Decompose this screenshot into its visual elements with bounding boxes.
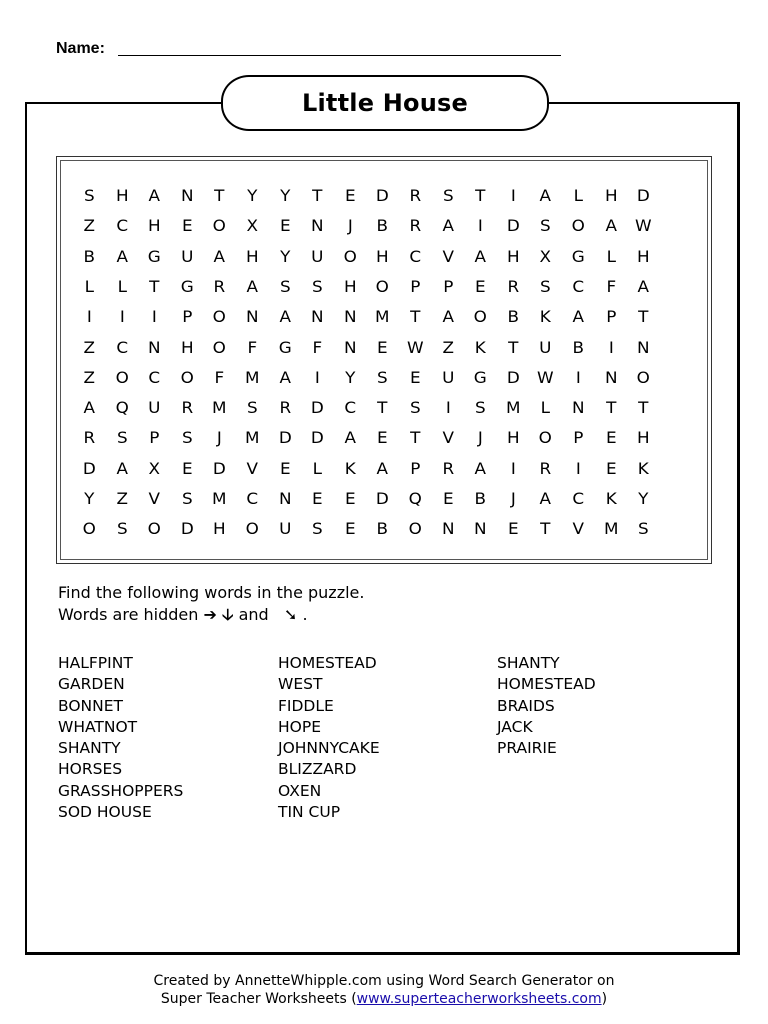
grid-letter[interactable]: S — [540, 276, 552, 296]
word-list-column-3 — [497, 653, 596, 759]
grid-letter[interactable]: N — [604, 367, 618, 387]
word-list-item: SHANTY — [497, 654, 560, 672]
grid-letter[interactable]: J — [347, 216, 353, 236]
grid-letter[interactable]: N — [343, 307, 357, 327]
word-list-item: JOHNNYCAKE — [278, 739, 380, 758]
grid-letter[interactable]: S — [409, 398, 421, 418]
grid-letter[interactable]: E — [605, 458, 617, 478]
grid-letter[interactable]: I — [152, 307, 157, 327]
grid-letter[interactable]: B — [376, 519, 389, 539]
grid-letter[interactable]: C — [246, 489, 259, 508]
grid-letter[interactable]: O — [408, 519, 422, 539]
grid-letter[interactable]: C — [409, 246, 422, 266]
grid-letter[interactable]: H — [148, 216, 161, 236]
word-list-item: HOMESTEAD — [278, 654, 377, 672]
grid-letter[interactable]: A — [637, 276, 650, 296]
grid-letter[interactable]: P — [410, 276, 421, 296]
grid-letter[interactable]: N — [246, 307, 259, 327]
grid-letter[interactable]: B — [376, 216, 389, 236]
grid-letter[interactable]: H — [245, 246, 259, 266]
grid-letter[interactable]: X — [246, 216, 259, 236]
word-list-item: OXEN — [278, 781, 322, 800]
grid-letter[interactable]: C — [572, 489, 585, 508]
grid-letter[interactable]: D — [637, 186, 650, 205]
arrow-down-icon: 🡣 — [221, 605, 234, 624]
word-list-item: HOMESTEAD — [497, 675, 596, 694]
grid-letter[interactable]: I — [575, 458, 581, 478]
grid-letter[interactable]: N — [148, 337, 161, 357]
word-list-item: PRAIRIE — [497, 739, 557, 758]
grid-letter[interactable]: M — [212, 489, 227, 508]
grid-letter[interactable]: R — [539, 458, 552, 478]
word-list-column-1 — [58, 653, 183, 823]
grid-letter[interactable]: S — [116, 519, 128, 539]
grid-letter[interactable]: S — [181, 428, 193, 448]
grid-letter[interactable]: A — [246, 276, 259, 296]
grid-letter[interactable]: T — [149, 276, 160, 296]
grid-letter[interactable]: H — [376, 246, 390, 266]
word-list-item: BLIZZARD — [278, 760, 357, 779]
grid-letter[interactable]: A — [376, 458, 389, 478]
grid-letter[interactable]: I — [510, 458, 516, 478]
grid-letter[interactable]: P — [182, 307, 193, 327]
grid-letter[interactable]: P — [442, 276, 453, 296]
grid-letter[interactable]: P — [573, 428, 584, 448]
grid-letter[interactable]: L — [606, 246, 616, 266]
grid-letter[interactable]: D — [213, 458, 227, 478]
grid-letter[interactable]: R — [442, 458, 454, 478]
grid-letter[interactable]: V — [442, 428, 454, 448]
grid-letter[interactable]: S — [475, 398, 486, 418]
grid-letter[interactable]: M — [212, 398, 227, 418]
word-list-item: HALFPINT — [58, 654, 133, 672]
grid-letter[interactable]: F — [312, 337, 323, 357]
grid-letter[interactable]: T — [605, 398, 617, 418]
grid-letter[interactable]: H — [213, 519, 227, 539]
word-list-item: WEST — [278, 675, 323, 694]
grid-letter[interactable]: E — [442, 489, 454, 508]
grid-letter[interactable]: T — [638, 398, 649, 418]
grid-letter[interactable]: A — [116, 246, 128, 266]
grid-letter[interactable]: U — [441, 367, 455, 387]
grid-letter[interactable]: V — [148, 489, 161, 508]
grid-letter[interactable]: O — [245, 519, 259, 539]
grid-letter[interactable]: R — [409, 216, 422, 236]
grid-letter[interactable]: T — [475, 186, 486, 205]
grid-letter[interactable]: D — [278, 428, 292, 448]
grid-letter[interactable]: U — [180, 246, 194, 266]
footer-link[interactable]: www.superteacherworksheets.com — [356, 991, 602, 1007]
grid-letter[interactable]: Z — [83, 337, 96, 357]
grid-letter[interactable]: O — [180, 367, 194, 387]
grid-letter[interactable]: Y — [279, 246, 291, 266]
instructions-period: . — [302, 605, 308, 624]
word-list-item: JACK — [497, 717, 533, 736]
grid-letter[interactable]: E — [344, 186, 356, 205]
grid-letter[interactable]: K — [605, 489, 617, 508]
grid-letter[interactable]: E — [605, 428, 617, 448]
grid-letter[interactable]: E — [409, 367, 421, 387]
grid-letter[interactable]: J — [510, 489, 516, 508]
grid-letter[interactable]: S — [116, 428, 128, 448]
grid-letter[interactable]: R — [181, 398, 193, 418]
grid-letter[interactable]: N — [441, 519, 455, 539]
grid-letter[interactable]: O — [213, 216, 227, 236]
grid-letter[interactable]: A — [116, 458, 128, 478]
grid-letter[interactable]: K — [540, 307, 552, 327]
grid-letter[interactable]: P — [605, 307, 616, 327]
grid-letter[interactable]: C — [572, 276, 585, 296]
grid-letter[interactable]: I — [86, 307, 92, 327]
grid-letter[interactable]: J — [478, 428, 483, 448]
grid-letter[interactable]: Q — [408, 489, 422, 508]
word-list-item: SOD HOUSE — [58, 803, 152, 822]
grid-letter[interactable]: I — [575, 367, 581, 387]
grid-letter[interactable]: A — [83, 398, 96, 418]
instructions-and: and — [238, 605, 269, 624]
grid-letter[interactable]: N — [180, 186, 194, 205]
grid-letter[interactable]: O — [115, 367, 129, 387]
footer-suffix: ) — [601, 991, 608, 1007]
word-list-column-2 — [278, 653, 380, 823]
word-list-item: WHATNOT — [58, 717, 138, 736]
grid-letter[interactable]: S — [246, 398, 258, 418]
grid-letter[interactable]: M — [245, 428, 260, 448]
word-list-item: HOPE — [278, 717, 321, 736]
grid-letter[interactable]: Z — [442, 337, 454, 357]
name-underline[interactable] — [118, 55, 561, 56]
grid-letter[interactable]: R — [507, 276, 519, 296]
footer — [0, 972, 768, 1008]
grid-letter[interactable]: Z — [116, 489, 128, 508]
grid-letter[interactable]: Y — [279, 186, 291, 205]
grid-letter[interactable]: B — [572, 337, 585, 357]
grid-letter[interactable]: S — [181, 489, 193, 508]
grid-letter[interactable]: S — [540, 216, 552, 236]
grid-letter[interactable]: N — [278, 489, 292, 508]
grid-letter[interactable]: H — [506, 246, 520, 266]
grid-letter[interactable]: S — [279, 276, 291, 296]
grid-letter[interactable]: M — [603, 519, 619, 539]
grid-letter[interactable]: F — [247, 337, 258, 357]
grid-letter[interactable]: A — [572, 307, 585, 327]
grid-letter[interactable]: I — [510, 186, 516, 205]
grid-letter[interactable]: W — [635, 216, 652, 236]
instructions-prefix: Words are hidden — [58, 605, 199, 624]
grid-letter[interactable]: H — [604, 186, 618, 205]
grid-letter[interactable]: S — [638, 519, 649, 539]
grid-letter[interactable]: E — [279, 458, 291, 478]
grid-letter[interactable]: Y — [247, 186, 258, 205]
grid-letter[interactable]: E — [312, 489, 323, 508]
grid-letter[interactable]: O — [343, 246, 357, 266]
grid-letter[interactable]: N — [474, 519, 487, 539]
grid-letter[interactable]: H — [637, 428, 650, 448]
grid-letter[interactable]: T — [312, 186, 323, 205]
grid-letter[interactable]: V — [572, 519, 585, 539]
grid-letter[interactable]: E — [181, 458, 193, 478]
grid-letter[interactable]: E — [377, 428, 388, 448]
grid-letter[interactable]: O — [147, 519, 162, 539]
grid-letter[interactable]: K — [344, 458, 356, 478]
grid-letter[interactable]: R — [279, 398, 291, 418]
grid-letter[interactable]: D — [376, 489, 390, 508]
grid-letter[interactable]: H — [343, 276, 357, 296]
grid-letter[interactable]: A — [344, 428, 356, 448]
grid-letter[interactable]: A — [279, 367, 291, 387]
grid-letter[interactable]: O — [539, 428, 553, 448]
grid-letter[interactable]: I — [445, 398, 451, 418]
grid-letter[interactable]: P — [149, 428, 160, 448]
grid-letter[interactable]: Z — [83, 216, 96, 236]
grid-letter[interactable]: I — [608, 337, 614, 357]
grid-letter[interactable]: M — [505, 398, 521, 418]
grid-letter[interactable]: D — [506, 367, 520, 387]
grid-letter[interactable]: Y — [84, 489, 95, 508]
grid-letter[interactable]: G — [473, 367, 487, 387]
grid-letter[interactable]: Y — [638, 489, 649, 508]
grid-letter[interactable]: Y — [344, 367, 356, 387]
grid-letter[interactable]: O — [82, 519, 96, 539]
grid-letter[interactable]: D — [311, 398, 324, 418]
grid-letter[interactable]: A — [442, 216, 454, 236]
grid-letter[interactable]: D — [506, 216, 520, 236]
grid-letter[interactable]: R — [409, 186, 422, 205]
grid-letter[interactable]: A — [474, 246, 487, 266]
grid-letter[interactable]: G — [571, 246, 585, 266]
grid-letter[interactable]: B — [474, 489, 487, 508]
grid-letter[interactable]: U — [278, 519, 292, 539]
grid-letter[interactable]: B — [83, 246, 96, 266]
grid-letter[interactable]: X — [539, 246, 552, 266]
grid-letter[interactable]: D — [376, 186, 390, 205]
grid-letter[interactable]: I — [315, 367, 320, 387]
grid-letter[interactable]: I — [478, 216, 483, 236]
grid-letter[interactable]: K — [474, 337, 486, 357]
grid-letter[interactable]: S — [377, 367, 389, 387]
grid-letter[interactable]: G — [147, 246, 161, 266]
grid-letter[interactable]: Q — [115, 398, 129, 418]
grid-letter[interactable]: G — [278, 337, 292, 357]
word-list-item: GARDEN — [58, 675, 125, 694]
grid-letter[interactable]: H — [506, 428, 520, 448]
grid-letter[interactable]: N — [572, 398, 585, 418]
grid-letter[interactable]: M — [375, 307, 390, 327]
grid-letter[interactable]: Z — [83, 367, 96, 387]
grid-letter[interactable]: L — [573, 186, 583, 205]
grid-letter[interactable]: J — [217, 428, 223, 448]
grid-letter[interactable]: T — [377, 398, 388, 418]
grid-letter[interactable]: E — [181, 216, 193, 236]
grid-letter[interactable]: E — [344, 519, 356, 539]
grid-letter[interactable]: A — [474, 458, 487, 478]
grid-letter[interactable]: B — [507, 307, 519, 327]
grid-letter[interactable]: X — [148, 458, 161, 478]
grid-letter[interactable]: S — [83, 186, 95, 205]
footer-line-2 — [0, 990, 768, 1008]
grid-letter[interactable]: H — [637, 246, 650, 266]
grid-letter[interactable]: O — [213, 337, 227, 357]
grid-letter[interactable]: T — [214, 186, 225, 205]
word-list-item: BONNET — [58, 696, 124, 715]
grid-letter[interactable]: E — [279, 216, 291, 236]
grid-letter[interactable]: T — [410, 428, 421, 448]
grid-letter[interactable]: T — [410, 307, 421, 327]
word-list-item: HORSES — [58, 760, 123, 779]
grid-letter[interactable]: S — [312, 276, 323, 296]
grid-letter[interactable]: A — [605, 216, 617, 236]
grid-letter[interactable]: L — [84, 276, 94, 296]
grid-letter[interactable]: T — [638, 307, 649, 327]
grid-letter[interactable]: E — [475, 276, 486, 296]
grid-letter[interactable]: A — [279, 307, 291, 327]
grid-letter[interactable]: R — [213, 276, 226, 296]
grid-letter[interactable]: C — [148, 367, 161, 387]
grid-letter[interactable]: V — [246, 458, 259, 478]
grid-letter[interactable]: E — [344, 489, 356, 508]
title-banner — [221, 75, 549, 131]
grid-letter[interactable]: A — [539, 186, 552, 205]
grid-letter[interactable]: U — [148, 398, 161, 418]
grid-letter[interactable]: W — [537, 367, 554, 387]
grid-letter[interactable]: H — [115, 186, 129, 205]
grid-letter[interactable]: V — [442, 246, 454, 266]
grid-letter[interactable]: D — [180, 519, 194, 539]
grid-letter[interactable]: H — [180, 337, 194, 357]
grid-letter[interactable]: G — [180, 276, 194, 296]
footer-prefix: Super Teacher Worksheets ( — [160, 991, 357, 1007]
grid-letter[interactable]: O — [213, 307, 227, 327]
grid-letter[interactable]: U — [311, 246, 324, 266]
grid-letter[interactable]: S — [312, 519, 323, 539]
word-list-item: BRAIDS — [497, 696, 555, 715]
grid-letter[interactable]: O — [473, 307, 488, 327]
word-list-item: GRASSHOPPERS — [58, 781, 184, 800]
grid-letter[interactable]: A — [213, 246, 226, 266]
grid-letter[interactable]: N — [343, 337, 357, 357]
grid-letter[interactable]: K — [637, 458, 649, 478]
grid-letter[interactable]: A — [148, 186, 161, 205]
grid-letter[interactable]: F — [214, 367, 225, 387]
grid-letter[interactable]: E — [377, 337, 388, 357]
grid-letter[interactable]: C — [344, 398, 356, 418]
grid-letter[interactable]: C — [116, 216, 128, 236]
grid-letter[interactable]: T — [507, 337, 519, 357]
grid-letter[interactable]: F — [606, 276, 616, 296]
page-title: Little House — [302, 89, 468, 117]
grid-letter[interactable]: R — [83, 428, 96, 448]
grid-letter[interactable]: L — [540, 398, 551, 418]
grid-letter[interactable]: N — [311, 307, 324, 327]
instructions-line-1: Find the following words in the puzzle. — [58, 583, 365, 602]
grid-letter[interactable]: A — [442, 307, 454, 327]
grid-letter[interactable]: M — [245, 367, 260, 387]
footer-line-1: Created by AnnetteWhipple.com using Word Search Generator on — [153, 973, 615, 989]
grid-letter[interactable]: N — [311, 216, 324, 236]
grid-letter[interactable]: L — [312, 458, 323, 478]
arrow-right-icon: ➔ — [203, 605, 217, 624]
arrow-diagonal-icon: ➘ — [283, 605, 298, 624]
grid-letter[interactable]: D — [82, 458, 96, 478]
grid-letter[interactable]: W — [406, 337, 424, 357]
grid-letter[interactable]: O — [376, 276, 390, 296]
grid-letter[interactable]: N — [637, 337, 650, 357]
grid-letter[interactable]: U — [539, 337, 552, 357]
grid-letter[interactable]: D — [311, 428, 324, 448]
name-label: Name: — [56, 40, 105, 57]
grid-letter[interactable]: P — [410, 458, 421, 478]
grid-letter[interactable]: L — [117, 276, 127, 296]
word-list-item: SHANTY — [58, 739, 121, 758]
word-list-item: FIDDLE — [278, 696, 334, 715]
grid-letter[interactable]: I — [119, 307, 125, 327]
grid-letter[interactable]: A — [539, 489, 552, 508]
word-list-item: TIN CUP — [278, 803, 341, 822]
grid-letter[interactable]: O — [636, 367, 651, 387]
grid-letter[interactable]: E — [507, 519, 519, 539]
grid-letter[interactable]: C — [116, 337, 128, 357]
grid-letter[interactable]: T — [540, 519, 551, 539]
grid-letter[interactable]: O — [571, 216, 585, 236]
instructions-line-2 — [58, 604, 308, 631]
grid-letter[interactable]: S — [442, 186, 454, 205]
